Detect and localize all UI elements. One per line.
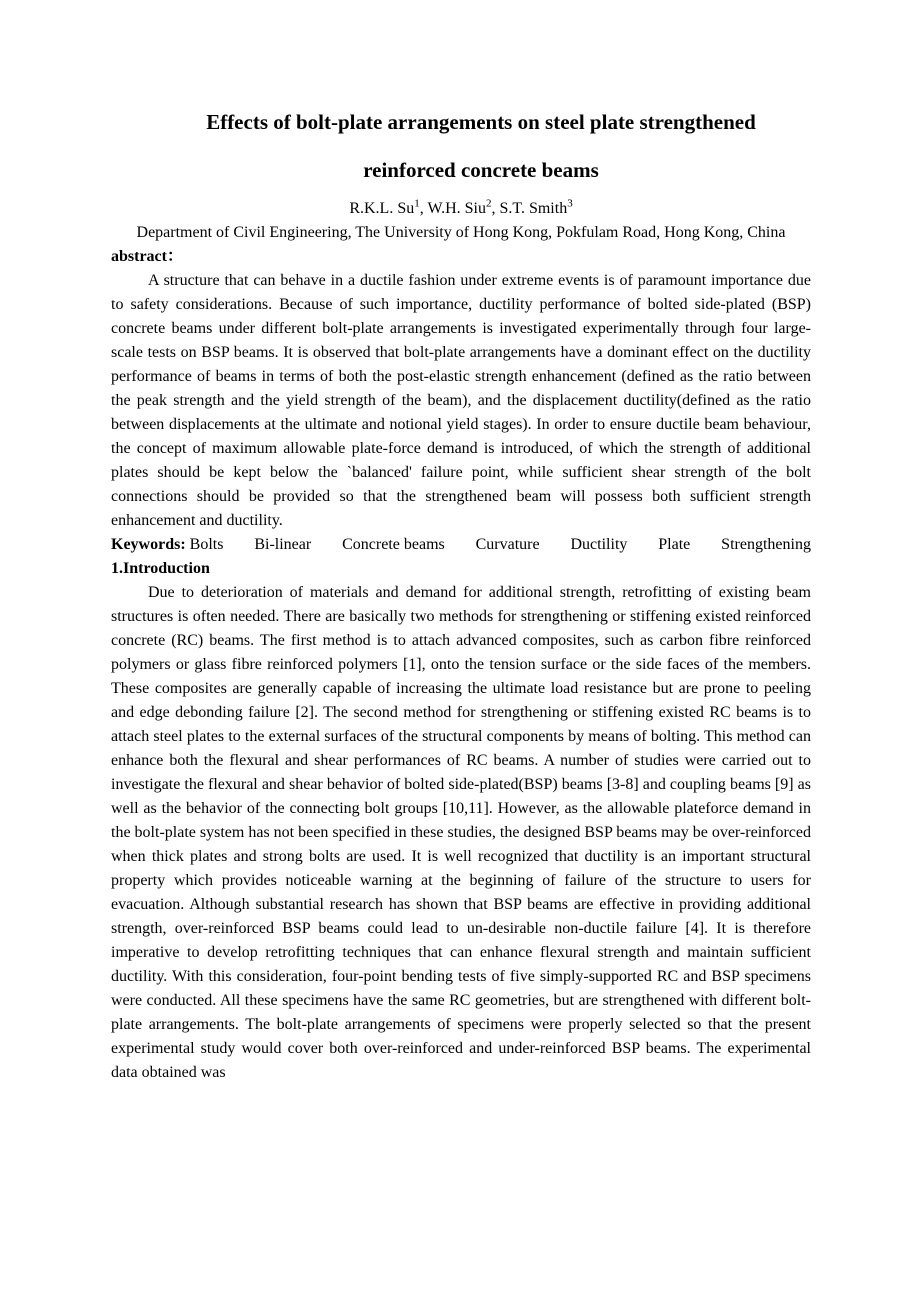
keyword: Concrete beams xyxy=(342,536,445,553)
abstract-label: abstract： xyxy=(111,248,183,265)
author-name: R.K.L. Su xyxy=(349,200,415,217)
author-affiliation-mark: 2 xyxy=(485,197,492,210)
author-name: W.H. Siu xyxy=(427,200,486,217)
keyword: Plate xyxy=(658,536,691,553)
author-list: R.K.L. Su$^1$, W.H. Siu$^2$, S.T. Smith$^3$ xyxy=(349,197,573,217)
paper-content xyxy=(111,98,811,1085)
keyword: Ductility xyxy=(570,536,628,553)
author-affiliation-mark: 1 xyxy=(414,197,420,210)
keywords-label: Keywords xyxy=(111,536,181,553)
title-line-2: reinforced concrete beams xyxy=(363,158,599,182)
keyword-list xyxy=(190,533,811,557)
title-line-1: Effects of bolt-plate arrangements on steel plate strengthened xyxy=(206,110,756,134)
affiliation: Department of Civil Engineering, The University of Hong Kong, Pokfulam Road, Hong Kong, China xyxy=(136,224,786,241)
author-affiliation-mark: 3 xyxy=(567,197,573,210)
introduction-text: Due to deterioration of materials and demand for additional strength, retrofitting of existing beam structures is often needed. There are basically two methods for strengthening or stiffening existed reinforced concrete (RC) beams. The first method is to attach advanced composites, such as carbon fibre reinforced polymers or glass fibre reinforced polymers [1], onto the tension surface or the side faces of the members. These composites are generally capable of increasing the ultimate load resistance but are prone to peeling and edge debonding failure [2]. The second method for strengthening or stiffening existed RC beams is to attach steel plates to the external surfaces of the structural components by means of bolting. This method can enhance both the flexural and shear performances of RC beams. A number of studies were carried out to investigate the flexural and shear behavior of bolted side-plated(BSP) beams [3-8] and coupling beams [9] as well as the behavior of the connecting bolt groups [10,11]. However, as the allowable plateforce demand in the bolt-plate system has not been specified in these studies, the designed BSP beams may be over-reinforced when thick plates and strong bolts are used. It is well recognized that ductility is an important structural property which provides noticeable warning at the beginning of failure of the structure to users for evacuation. Although substantial research has shown that BSP beams are effective in providing additional strength, over-reinforced BSP beams could lead to un-desirable non-ductile failure [4]. It is therefore imperative to develop retrofitting techniques that can enhance flexural strength and maintain sufficient ductility. With this consideration, four-point bending tests of five simply-supported RC and BSP specimens were conducted. All these specimens have the same RC geometries, but are strengthened with different bolt-plate arrangements. The bolt-plate arrangements of specimens were properly selected so that the present experimental study would cover both over-reinforced and under-reinforced BSP beams. The experimental data obtained was xyxy=(111,584,811,1081)
keyword: Bi-linear xyxy=(254,536,312,553)
author-name: S.T. Smith xyxy=(499,200,568,217)
abstract-text: A structure that can behave in a ductile fashion under extreme events is of paramount importance due to safety considerations. Because of such importance, ductility performance of bolted side-plated (BSP) concrete beams under different bolt-plate arrangements is investigated experimentally through four large-scale tests on BSP beams. It is observed that bolt-plate arrangements have a dominant effect on the ductility performance of beams in terms of both the post-elastic strength enhancement (defined as the ratio between the peak strength and the yield strength of the beam), and the displacement ductility(defined as the ratio between displacements at the ultimate and notional yield stages). In order to ensure ductile beam behaviour, the concept of maximum allowable plate-force demand is introduced, of which the strength of additional plates should be kept below the `balanced' failure point, while sufficient shear strength of the bolt connections should be provided so that the strengthened beam will possess both sufficient strength enhancement and ductility. xyxy=(111,272,811,529)
section-heading-introduction: 1.Introduction xyxy=(111,560,210,577)
keywords-line: Keywords: Bolts Bi-linear Concrete beams Curvature Ductility Plate Strengthening xyxy=(111,533,811,557)
paper-title xyxy=(111,98,811,194)
keyword: Curvature xyxy=(475,536,540,553)
keyword: Bolts xyxy=(189,536,224,553)
keyword: Strengthening xyxy=(721,536,811,553)
